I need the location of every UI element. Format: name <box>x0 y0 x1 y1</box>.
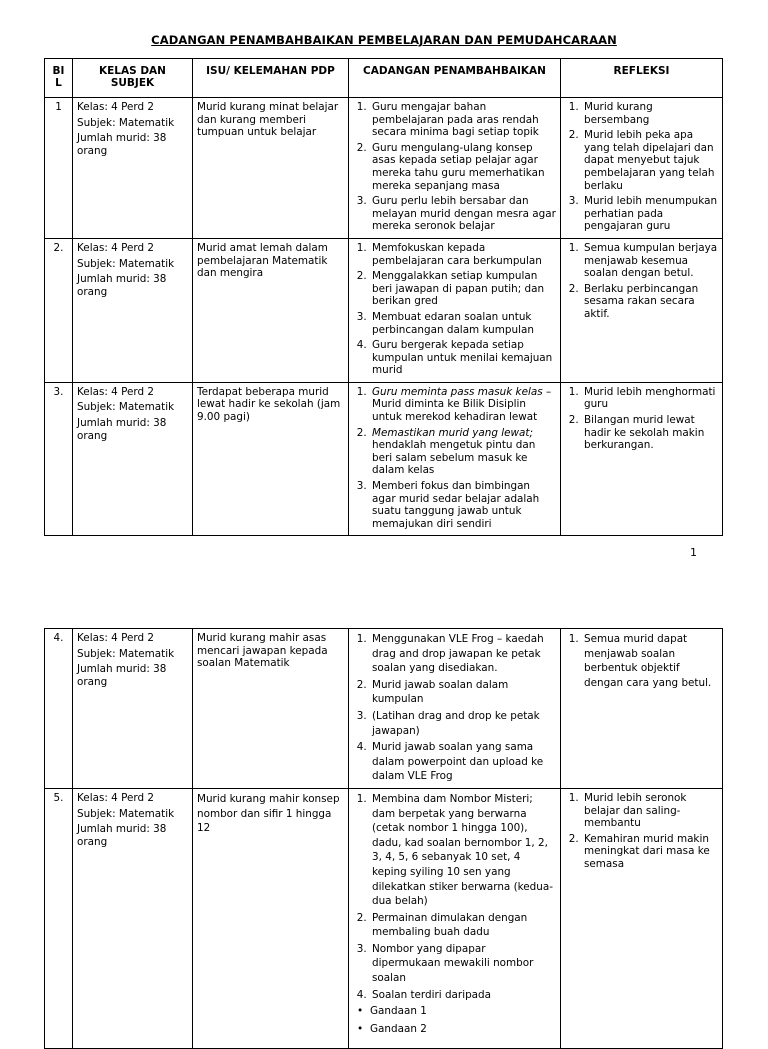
kelas-label: Kelas: 4 Perd 2 <box>77 632 154 644</box>
refleksi-item: 1. Semua murid dapat menjawab soalan berbentuk objektif dengan cara yang betul. <box>582 632 718 690</box>
refleksi-item: 1. Semua kumpulan berjaya menjawab kesemua soalan dengan betul. <box>582 242 718 280</box>
cadangan-item: 4. Soalan terdiri daripada <box>370 988 556 1003</box>
table-row <box>45 382 723 536</box>
isu-cell: Terdapat beberapa murid lewat hadir ke sekolah (jam 9.00 pagi) <box>193 382 349 536</box>
cadangan-cell <box>349 788 561 1048</box>
cadangan-item <box>370 427 556 477</box>
refleksi-item: 3. Murid lebih menumpukan perhatian pada pengajaran guru <box>582 195 718 233</box>
subjek-label: Subjek: Matematik <box>77 257 175 270</box>
header-kelas: KELAS DAN SUBJEK <box>73 59 193 98</box>
kelas-cell <box>73 238 193 382</box>
cadangan-item: 3. Guru perlu lebih bersabar dan melayan murid dengan mesra agar mereka seronok belajar <box>370 195 556 233</box>
cadangan-item <box>370 386 556 424</box>
cadangan-item: 3. (Latihan drag and drop ke petak jawapan) <box>370 709 556 738</box>
subjek-label: Subjek: Matematik <box>77 647 175 660</box>
cadangan-item: 2. Guru mengulang-ulang konsep asas kepada setiap pelajar agar mereka tahu guru memerhatikan mereka sepanjang masa <box>370 142 556 192</box>
table-row <box>45 238 723 382</box>
table-row <box>45 98 723 239</box>
cadangan-text: – Murid diminta ke Bilik Disiplin untuk merekod kehadiran lewat <box>372 385 552 424</box>
cadangan-italic: Memastikan murid yang lewat; <box>372 426 533 439</box>
cadangan-cell <box>349 382 561 536</box>
refleksi-cell <box>561 98 723 239</box>
isu-cell <box>193 788 349 1048</box>
header-isu: ISU/ KELEMAHAN PDP <box>193 59 349 98</box>
sub-bullet-item: • Gandaan 2 <box>357 1023 556 1035</box>
subjek-label: Subjek: Matematik <box>77 401 175 414</box>
cadangan-item: 2. Menggalakkan setiap kumpulan beri jawapan di papan putih; dan berikan gred <box>370 270 556 308</box>
cadangan-item: 1. Guru mengajar bahan pembelajaran pada aras rendah secara minima bagi setiap topik <box>370 101 556 139</box>
refleksi-cell <box>561 382 723 536</box>
isu-cell: Murid amat lemah dalam pembelajaran Matematik dan mengira <box>193 238 349 382</box>
cadangan-cell <box>349 238 561 382</box>
kelas-label: Kelas: 4 Perd 2 <box>77 101 154 113</box>
kelas-cell <box>73 98 193 239</box>
cadangan-item: 2. Murid jawab soalan dalam kumpulan <box>370 678 556 707</box>
page-number: 1 <box>690 546 697 559</box>
refleksi-item: 1. Murid lebih seronok belajar dan saling-membantu <box>582 792 718 830</box>
header-cadangan: CADANGAN PENAMBAHBAIKAN <box>349 59 561 98</box>
refleksi-item: 2. Kemahiran murid makin meningkat dari masa ke semasa <box>582 833 718 871</box>
jumlah-murid-label: Jumlah murid: 38 orang <box>77 417 167 442</box>
row-number: 4. <box>45 629 73 789</box>
sub-bullet-item: • Gandaan 1 <box>357 1005 556 1017</box>
jumlah-murid-label: Jumlah murid: 38 orang <box>77 273 167 298</box>
refleksi-item: 2. Murid lebih peka apa yang telah dipelajari dan dapat menyebut tajuk pembelajaran yang telah berlaku <box>582 129 718 192</box>
cadangan-text: Memberi fokus dan bimbingan agar murid sedar belajar adalah suatu tanggung jawab untuk memajukan diri sendiri <box>372 480 540 530</box>
cadangan-cell <box>349 629 561 789</box>
header-refleksi: REFLEKSI <box>561 59 723 98</box>
subjek-label: Subjek: Matematik <box>77 116 175 129</box>
cadangan-item: 3. Membuat edaran soalan untuk perbincangan dalam kumpulan <box>370 311 556 336</box>
refleksi-cell <box>561 629 723 789</box>
subjek-label: Subjek: Matematik <box>77 807 175 820</box>
table-header-row <box>45 59 723 98</box>
kelas-cell <box>73 382 193 536</box>
header-bil: BI L <box>45 59 73 98</box>
jumlah-murid-label: Jumlah murid: 38 orang <box>77 823 167 848</box>
row-number: 3. <box>45 382 73 536</box>
jumlah-murid-label: Jumlah murid: 38 orang <box>77 663 167 688</box>
cadangan-cell <box>349 98 561 239</box>
table-page-2 <box>44 628 723 1049</box>
isu-cell: Murid kurang mahir asas mencari jawapan kepada soalan Matematik <box>193 629 349 789</box>
row-number: 1 <box>45 98 73 239</box>
isu-cell: Murid kurang minat belajar dan kurang memberi tumpuan untuk belajar <box>193 98 349 239</box>
refleksi-item: 1. Murid lebih menghormati guru <box>582 386 718 411</box>
cadangan-item: 1. Menggunakan VLE Frog – kaedah drag and drop jawapan ke petak soalan yang disediakan. <box>370 632 556 676</box>
cadangan-italic: Guru meminta pass masuk kelas <box>372 385 543 398</box>
jumlah-murid-label: Jumlah murid: 38 orang <box>77 132 167 157</box>
table-page-1 <box>44 58 723 536</box>
cadangan-text: hendaklah mengetuk pintu dan beri salam sebelum masuk ke dalam kelas <box>372 439 536 477</box>
refleksi-item: 2. Berlaku perbincangan sesama rakan secara aktif. <box>582 283 718 321</box>
refleksi-cell <box>561 788 723 1048</box>
cadangan-item <box>370 480 556 530</box>
table-row <box>45 788 723 1048</box>
table-row <box>45 629 723 789</box>
isu-text: Murid kurang mahir konsep nombor dan sifir 1 hingga 12 <box>197 792 340 835</box>
cadangan-item: 1. Memfokuskan kepada pembelajaran cara berkumpulan <box>370 242 556 267</box>
row-number: 5. <box>45 788 73 1048</box>
kelas-label: Kelas: 4 Perd 2 <box>77 241 154 254</box>
refleksi-item: 2. Bilangan murid lewat hadir ke sekolah makin berkurangan. <box>582 414 718 452</box>
row-number: 2. <box>45 238 73 382</box>
refleksi-item: 1. Murid kurang bersembang <box>582 101 718 126</box>
cadangan-item: 1. Membina dam Nombor Misteri; dam berpetak yang berwarna (cetak nombor 1 hingga 100), dadu, kad soalan bernombor 1, 2, 3, 4, 5, 6 sebanyak 10 set, 4 keping syiling 10 sen yang dilekatkan stiker berwarna (kedua-dua belah) <box>370 792 556 909</box>
cadangan-item: 4. Guru bergerak kepada setiap kumpulan untuk menilai kemajuan murid <box>370 339 556 377</box>
cadangan-item: 4. Murid jawab soalan yang sama dalam powerpoint dan upload ke dalam VLE Frog <box>370 740 556 784</box>
cadangan-item: 2. Permainan dimulakan dengan membaling buah dadu <box>370 911 556 940</box>
kelas-label: Kelas: 4 Perd 2 <box>77 791 154 804</box>
kelas-label: Kelas: 4 Perd 2 <box>77 385 154 398</box>
refleksi-cell <box>561 238 723 382</box>
kelas-cell <box>73 629 193 789</box>
kelas-cell <box>73 788 193 1048</box>
document-title: CADANGAN PENAMBAHBAIKAN PEMBELAJARAN DAN PEMUDAHCARAAN <box>151 33 617 47</box>
cadangan-item: 3. Nombor yang dipapar dipermukaan mewakili nombor soalan <box>370 942 556 986</box>
